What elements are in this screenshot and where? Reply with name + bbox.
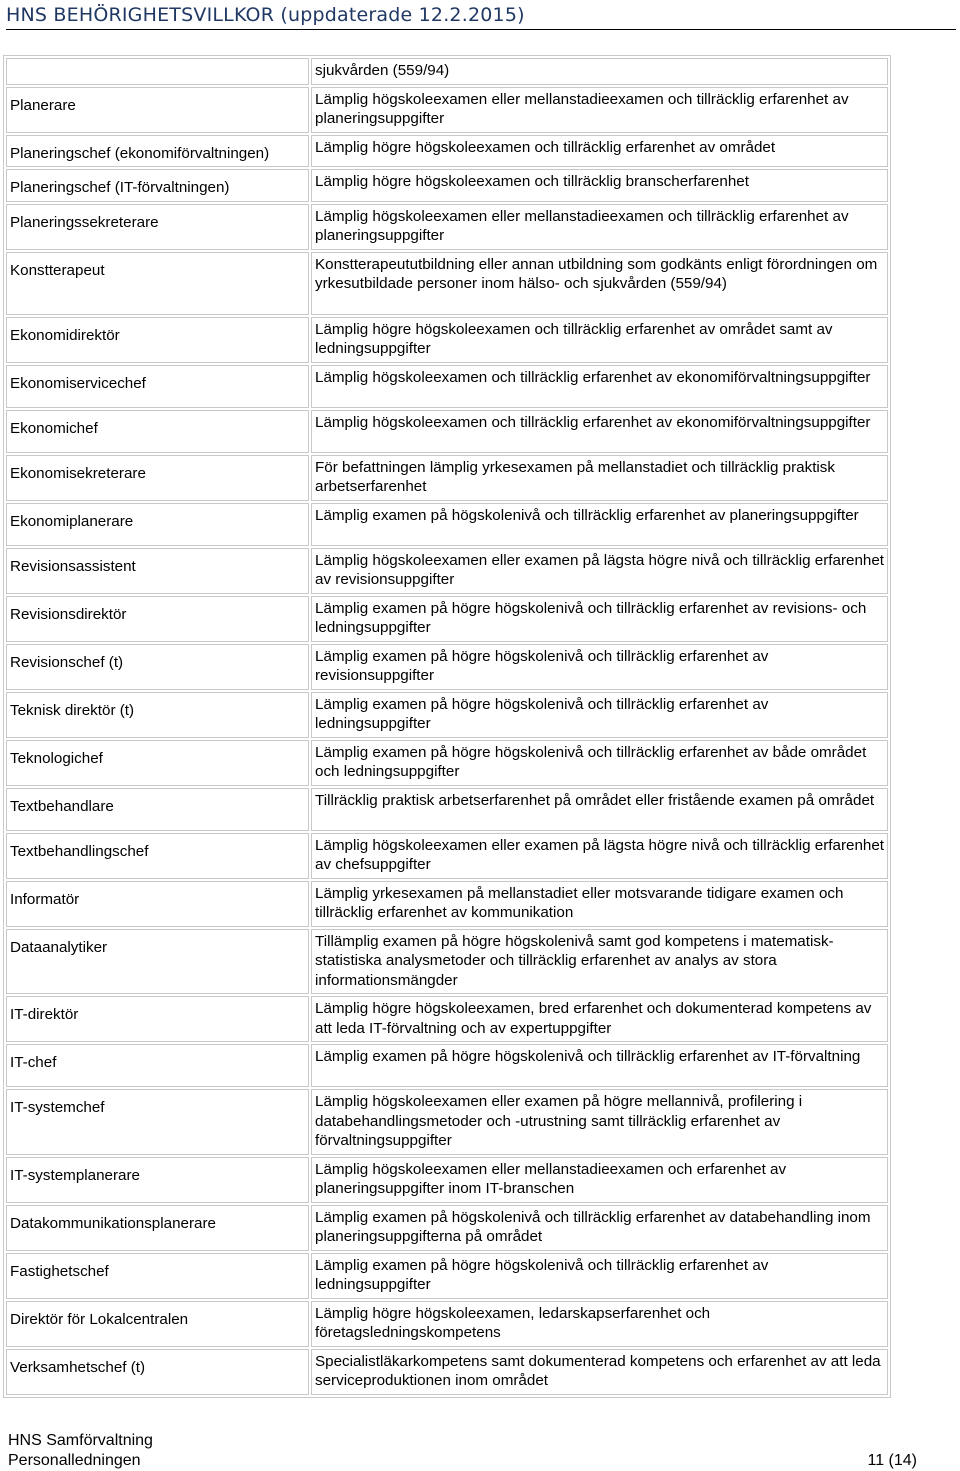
requirement-cell: Lämplig högre högskoleexamen och tillräcklig erfarenhet av området bbox=[311, 135, 888, 168]
job-title-cell: Planeringssekreterare bbox=[6, 204, 309, 250]
requirement-cell: Tillräcklig praktisk arbetserfarenhet på området eller fristående examen på området bbox=[311, 788, 888, 831]
table-row bbox=[6, 596, 888, 642]
requirement-cell: Lämplig högskoleexamen eller examen på lägsta högre nivå och tillräcklig erfarenhet av chefsuppgifter bbox=[311, 833, 888, 879]
requirement-cell: Lämplig examen på högskolenivå och tillräcklig erfarenhet av databehandling inom planeringsuppgifterna på området bbox=[311, 1205, 888, 1251]
requirement-cell: Lämplig yrkesexamen på mellanstadiet eller motsvarande tidigare examen och tillräcklig erfarenhet av kommunikation bbox=[311, 881, 888, 927]
table-row bbox=[6, 740, 888, 786]
table-row bbox=[6, 1253, 888, 1299]
requirement-cell: Lämplig högskoleexamen eller mellanstadieexamen och tillräcklig erfarenhet av planeringsuppgifter bbox=[311, 204, 888, 250]
requirement-cell: Lämplig högre högskoleexamen, ledarskapserfarenhet och företagsledningskompetens bbox=[311, 1301, 888, 1347]
requirement-cell: Lämplig examen på högskolenivå och tillräcklig erfarenhet av planeringsuppgifter bbox=[311, 503, 888, 546]
requirement-cell: Lämplig examen på högre högskolenivå och tillräcklig erfarenhet av IT-förvaltning bbox=[311, 1044, 888, 1087]
job-title-cell: Ekonomichef bbox=[6, 410, 309, 453]
table-row bbox=[6, 365, 888, 408]
job-title-cell: Datakommunikationsplanerare bbox=[6, 1205, 309, 1251]
job-title-cell: Ekonomidirektör bbox=[6, 317, 309, 363]
job-title-cell: IT-systemchef bbox=[6, 1089, 309, 1155]
footer-page-number: 11 (14) bbox=[867, 1452, 917, 1469]
table-row bbox=[6, 252, 888, 315]
table-row bbox=[6, 788, 888, 831]
requirement-cell: För befattningen lämplig yrkesexamen på mellanstadiet och tillräcklig praktisk arbetserfarenhet bbox=[311, 455, 888, 501]
requirement-cell: Konstterapeututbildning eller annan utbildning som godkänts enligt förordningen om yrkesutbildade personer inom hälso- och sjukvården (559/94) bbox=[311, 252, 888, 315]
requirement-cell: Specialistläkarkompetens samt dokumenterad kompetens och erfarenhet av att leda serviceproduktionen inom området bbox=[311, 1349, 888, 1395]
requirement-cell: Lämplig högskoleexamen eller examen på lägsta högre nivå och tillräcklig erfarenhet av revisionsuppgifter bbox=[311, 548, 888, 594]
table-row bbox=[6, 833, 888, 879]
table-row bbox=[6, 87, 888, 133]
requirement-cell: sjukvården (559/94) bbox=[311, 58, 888, 85]
requirement-cell: Lämplig högskoleexamen och tillräcklig erfarenhet av ekonomiförvaltningsuppgifter bbox=[311, 410, 888, 453]
requirement-cell: Lämplig examen på högre högskolenivå och tillräcklig erfarenhet av revisionsuppgifter bbox=[311, 644, 888, 690]
job-title-cell: Teknologichef bbox=[6, 740, 309, 786]
table-row bbox=[6, 503, 888, 546]
requirement-cell: Lämplig examen på högre högskolenivå och tillräcklig erfarenhet av ledningsuppgifter bbox=[311, 1253, 888, 1299]
requirement-cell: Lämplig högre högskoleexamen, bred erfarenhet och dokumenterad kompetens av att leda IT-förvaltning och av expertuppgifter bbox=[311, 996, 888, 1042]
table-row bbox=[6, 58, 888, 85]
job-title-cell: Ekonomiplanerare bbox=[6, 503, 309, 546]
table-row bbox=[6, 1044, 888, 1087]
job-title-cell: Fastighetschef bbox=[6, 1253, 309, 1299]
requirement-cell: Lämplig högskoleexamen och tillräcklig erfarenhet av ekonomiförvaltningsuppgifter bbox=[311, 365, 888, 408]
table-row bbox=[6, 1157, 888, 1203]
header-divider bbox=[6, 29, 956, 30]
table-row bbox=[6, 135, 888, 168]
table-row bbox=[6, 881, 888, 927]
table-row bbox=[6, 996, 888, 1042]
job-title-cell: Teknisk direktör (t) bbox=[6, 692, 309, 738]
table-row bbox=[6, 644, 888, 690]
job-title-cell: Planerare bbox=[6, 87, 309, 133]
job-title-cell: Informatör bbox=[6, 881, 309, 927]
requirement-cell: Lämplig högskoleexamen eller mellanstadieexamen och tillräcklig erfarenhet av planeringsuppgifter bbox=[311, 87, 888, 133]
job-title-cell: Direktör för Lokalcentralen bbox=[6, 1301, 309, 1347]
document-header-title: HNS BEHÖRIGHETSVILLKOR (uppdaterade 12.2.2015) bbox=[6, 4, 525, 26]
qualifications-table-body bbox=[6, 58, 888, 1395]
requirement-cell: Lämplig högre högskoleexamen och tillräcklig erfarenhet av området samt av ledningsuppgifter bbox=[311, 317, 888, 363]
table-row bbox=[6, 204, 888, 250]
requirement-cell: Lämplig högskoleexamen eller examen på högre mellannivå, profilering i databehandlingsmetoder och -utrustning samt tillräcklig erfarenhet av förvaltningsuppgifter bbox=[311, 1089, 888, 1155]
footer-organization: HNS Samförvaltning bbox=[8, 1432, 153, 1449]
footer-department: Personalledningen bbox=[8, 1452, 141, 1469]
table-row bbox=[6, 929, 888, 995]
job-title-cell: Planeringschef (IT-förvaltningen) bbox=[6, 169, 309, 202]
job-title-cell bbox=[6, 58, 309, 85]
requirement-cell: Lämplig högskoleexamen eller mellanstadieexamen och erfarenhet av planeringsuppgifter inom IT-branschen bbox=[311, 1157, 888, 1203]
job-title-cell: Revisionsdirektör bbox=[6, 596, 309, 642]
job-title-cell: Dataanalytiker bbox=[6, 929, 309, 995]
table-row bbox=[6, 1205, 888, 1251]
job-title-cell: Revisionschef (t) bbox=[6, 644, 309, 690]
table-row bbox=[6, 1349, 888, 1395]
table-row bbox=[6, 1301, 888, 1347]
table-row bbox=[6, 410, 888, 453]
job-title-cell: Konstterapeut bbox=[6, 252, 309, 315]
requirement-cell: Tillämplig examen på högre högskolenivå samt god kompetens i matematisk-statistiska analysmetoder och tillräcklig erfarenhet av analys av stora informationsmängder bbox=[311, 929, 888, 995]
job-title-cell: Planeringschef (ekonomiförvaltningen) bbox=[6, 135, 309, 168]
table-row bbox=[6, 455, 888, 501]
requirement-cell: Lämplig examen på högre högskolenivå och tillräcklig erfarenhet av revisions- och ledningsuppgifter bbox=[311, 596, 888, 642]
table-row bbox=[6, 1089, 888, 1155]
job-title-cell: Verksamhetschef (t) bbox=[6, 1349, 309, 1395]
job-title-cell: Textbehandlingschef bbox=[6, 833, 309, 879]
job-title-cell: Revisionsassistent bbox=[6, 548, 309, 594]
table-row bbox=[6, 692, 888, 738]
job-title-cell: IT-direktör bbox=[6, 996, 309, 1042]
qualifications-table bbox=[3, 55, 891, 1398]
job-title-cell: Ekonomisekreterare bbox=[6, 455, 309, 501]
requirement-cell: Lämplig högre högskoleexamen och tillräcklig branscherfarenhet bbox=[311, 169, 888, 202]
job-title-cell: Ekonomiservicechef bbox=[6, 365, 309, 408]
table-row bbox=[6, 169, 888, 202]
job-title-cell: IT-systemplanerare bbox=[6, 1157, 309, 1203]
requirement-cell: Lämplig examen på högre högskolenivå och tillräcklig erfarenhet av både området och ledningsuppgifter bbox=[311, 740, 888, 786]
job-title-cell: IT-chef bbox=[6, 1044, 309, 1087]
table-row bbox=[6, 548, 888, 594]
job-title-cell: Textbehandlare bbox=[6, 788, 309, 831]
table-row bbox=[6, 317, 888, 363]
requirement-cell: Lämplig examen på högre högskolenivå och tillräcklig erfarenhet av ledningsuppgifter bbox=[311, 692, 888, 738]
